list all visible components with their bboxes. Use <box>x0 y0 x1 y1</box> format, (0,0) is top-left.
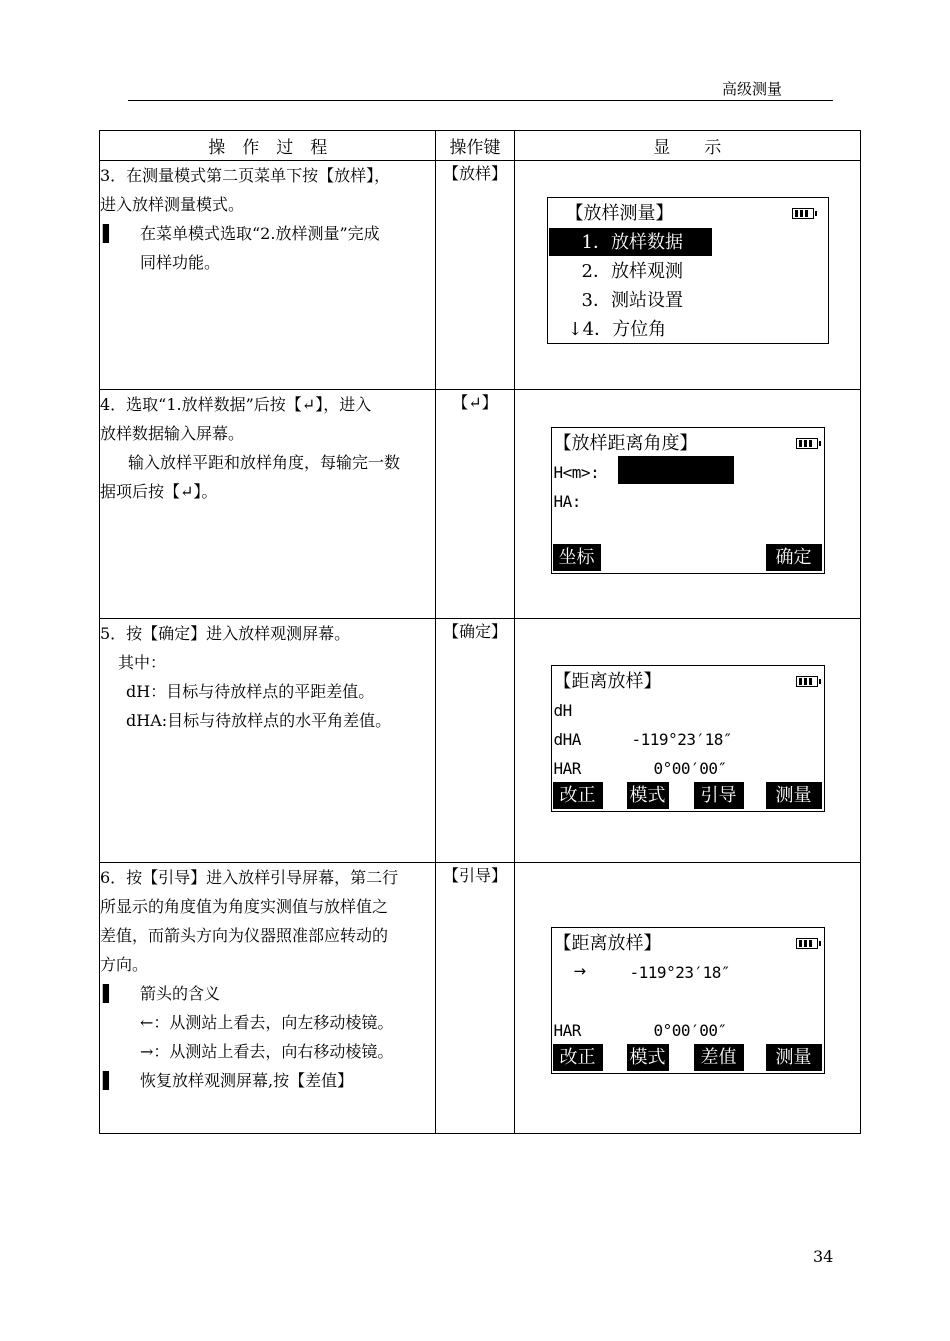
step-line: 放样数据输入屏幕。 <box>100 424 245 443</box>
menu-item-3[interactable]: 3．测站设置 <box>581 290 683 311</box>
header-process: 操 作 过 程 <box>100 131 436 161</box>
step-line: 所显示的角度值为角度实测值与放样值之 <box>100 897 389 916</box>
step-line: 恢复放样观测屏幕,按【差值】 <box>140 1071 354 1090</box>
display-cell <box>514 863 860 1134</box>
key-cell: 【确定】 <box>436 619 514 863</box>
har-label: HAR <box>553 1021 581 1040</box>
bullet-icon: ▌ <box>103 984 116 1003</box>
h-distance-label: H<m>: <box>553 463 600 482</box>
softkey-mode[interactable]: 模式 <box>627 782 669 809</box>
step-line: ←：从测站上看去，向左移动棱镜。 <box>140 1013 394 1032</box>
table-row <box>100 863 861 1134</box>
step-line: dHA:目标与待放样点的水平角差值。 <box>126 711 392 730</box>
menu-item-4[interactable]: ↓4．方位角 <box>567 319 667 340</box>
step-text <box>100 390 436 619</box>
softkey-coordinate[interactable]: 坐标 <box>553 544 601 571</box>
step-line: 同样功能。 <box>140 253 221 272</box>
device-screen <box>551 927 825 1074</box>
softkey-correct[interactable]: 改正 <box>553 782 603 809</box>
dha-label: dHA <box>553 730 581 749</box>
step-line: dH：目标与待放样点的平距差值。 <box>126 682 375 701</box>
table-row <box>100 619 861 863</box>
step-line: 在菜单模式选取“2.放样测量”完成 <box>140 224 380 243</box>
step-line: 箭头的含义 <box>140 984 221 1003</box>
battery-icon <box>796 676 818 687</box>
menu-item-2[interactable]: 2．放样观测 <box>581 261 683 282</box>
bullet-line <box>100 1066 435 1095</box>
table-header-row <box>100 131 861 161</box>
softkey-difference[interactable]: 差值 <box>694 1044 744 1071</box>
device-screen <box>551 427 825 574</box>
har-value: 0°00′00″ <box>653 759 727 778</box>
key-cell: 【放样】 <box>436 161 514 390</box>
har-value: 0°00′00″ <box>653 1021 727 1040</box>
bullet-icon: ▌ <box>103 224 116 243</box>
page-header-title: 高级测量 <box>721 80 782 98</box>
screen-title: 【距离放样】 <box>553 671 662 692</box>
table-row <box>100 161 861 390</box>
step-text <box>100 863 436 1134</box>
softkey-measure[interactable]: 测量 <box>766 782 822 809</box>
softkey-measure[interactable]: 测量 <box>766 1044 822 1071</box>
guide-angle-value: -119°23′18″ <box>629 963 730 982</box>
display-cell <box>514 161 860 390</box>
battery-icon <box>796 438 818 449</box>
screen-title: 【距离放样】 <box>553 933 662 954</box>
softkey-correct[interactable]: 改正 <box>553 1044 603 1071</box>
step-line: →：从测站上看去，向右移动棱镜。 <box>140 1042 394 1061</box>
step-line: 6．按【引导】进入放样引导屏幕，第二行 <box>100 868 399 887</box>
softkey-guide[interactable]: 引导 <box>694 782 744 809</box>
ha-angle-label: HA: <box>553 492 581 511</box>
h-distance-input[interactable] <box>618 456 734 484</box>
screen-title: 【放样测量】 <box>565 203 674 224</box>
har-label: HAR <box>553 759 581 778</box>
bullet-icon: ▌ <box>103 1071 116 1090</box>
step-line: 输入放样平距和放样角度，每输完一数 <box>128 453 401 472</box>
step-line: 3．在测量模式第二页菜单下按【放样】， <box>100 166 391 185</box>
softkey-confirm[interactable]: 确定 <box>766 544 822 571</box>
procedure-table <box>99 130 861 1134</box>
key-cell: 【↵】 <box>436 390 514 619</box>
step-line: 差值，而箭头方向为仪器照准部应转动的 <box>100 926 389 945</box>
arrow-right-icon: → <box>573 962 587 980</box>
softkey-mode[interactable]: 模式 <box>627 1044 669 1071</box>
dha-value: -119°23′18″ <box>631 730 732 749</box>
screen-title: 【放样距离角度】 <box>553 433 698 454</box>
battery-icon <box>796 938 818 949</box>
display-cell <box>514 619 860 863</box>
battery-icon <box>792 208 814 219</box>
menu-item-1[interactable]: 1．放样数据 <box>581 232 683 253</box>
table-row <box>100 390 861 619</box>
header-key: 操作键 <box>436 131 514 161</box>
bullet-line <box>100 979 435 1008</box>
device-screen <box>551 665 825 812</box>
page-number: 34 <box>813 1247 834 1266</box>
step-line: 5．按【确定】进入放样观测屏幕。 <box>100 624 351 643</box>
step-line: 进入放样测量模式。 <box>100 195 245 214</box>
header-display: 显 示 <box>514 131 860 161</box>
device-screen <box>547 197 829 344</box>
step-line: 据项后按【↵】。 <box>100 482 218 501</box>
dh-label: dH <box>553 701 572 720</box>
step-line: 4．选取“1.放样数据”后按【↵】，进入 <box>100 395 372 414</box>
header-rule <box>128 100 833 101</box>
step-text <box>100 619 436 863</box>
display-cell <box>514 390 860 619</box>
key-cell: 【引导】 <box>436 863 514 1134</box>
step-line: 其中： <box>118 653 167 672</box>
step-line: 方向。 <box>100 955 149 974</box>
bullet-line <box>100 219 435 248</box>
step-text <box>100 161 436 390</box>
